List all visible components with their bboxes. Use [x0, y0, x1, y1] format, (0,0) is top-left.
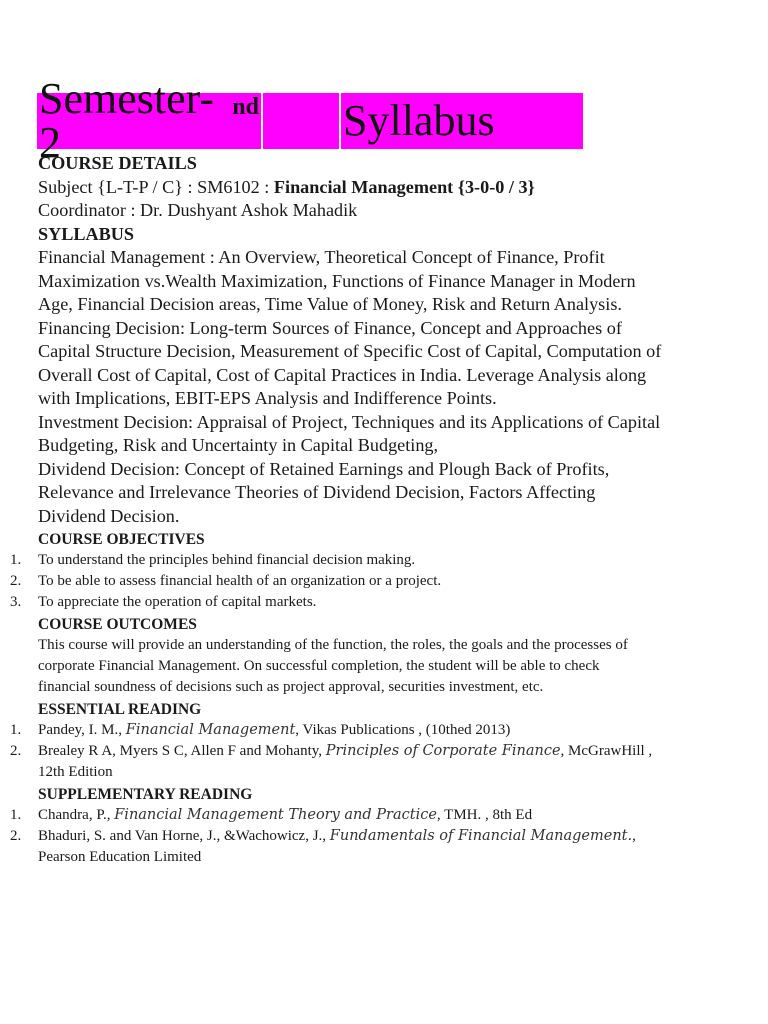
essential-list — [10, 720, 738, 783]
title-superscript: nd — [232, 94, 259, 120]
objective-item — [10, 571, 738, 592]
reference-publisher: , Vikas Publications , (10thed 2013) — [295, 722, 511, 738]
list-number: 1. — [10, 552, 22, 568]
title-semester-text: Semester- 2 — [39, 74, 215, 167]
objectives-heading: COURSE OBJECTIVES — [38, 531, 205, 548]
reference-author: Pandey, I. M., — [38, 722, 126, 738]
reference-title: Principles of Corporate Finance — [325, 743, 561, 759]
objective-text: To be able to assess financial health of an organization or a project. — [38, 573, 442, 589]
objectives-list — [10, 550, 738, 613]
syllabus-line: Age, Financial Decision areas, Time Value of Money, Risk and Return Analysis. — [38, 294, 622, 314]
syllabus-line: Budgeting, Risk and Uncertainty in Capital Budgeting, — [38, 435, 439, 455]
subject-prefix: Subject {L-T-P / C} : SM6102 : — [38, 176, 274, 197]
list-number: 3. — [10, 594, 22, 610]
outcome-line: corporate Financial Management. On successful completion, the student will be able to check — [38, 658, 600, 674]
outcomes-heading: COURSE OUTCOMES — [38, 616, 197, 633]
outcome-line: financial soundness of decisions such as project approval, securities investment, etc. — [38, 679, 544, 695]
syllabus-line: Dividend Decision: Concept of Retained Earnings and Plough Back of Profits, — [38, 458, 610, 479]
supplementary-section — [10, 784, 738, 868]
title-spacer — [263, 93, 339, 149]
syllabus-line: Investment Decision: Appraisal of Project, Techniques and its Applications of Capital — [38, 411, 661, 432]
reference-author: Chandra, P., — [38, 807, 115, 823]
syllabus-line: Dividend Decision. — [38, 505, 180, 526]
syllabus-line: Capital Structure Decision, Measurement of Specific Cost of Capital, Computation of — [38, 341, 662, 361]
objective-item — [10, 550, 738, 571]
objective-item — [10, 592, 738, 613]
essential-heading: ESSENTIAL READING — [38, 701, 202, 718]
reference-title: Financial Management — [125, 722, 296, 738]
reference-title: Fundamentals of Financial Management. — [329, 828, 633, 844]
subject-line — [38, 176, 738, 200]
course-details-heading: COURSE DETAILS — [38, 153, 197, 173]
syllabus-line: with Implications, EBIT-EPS Analysis and Indifference Points. — [38, 388, 497, 408]
reference-publisher: , TMH. , 8th Ed — [436, 807, 533, 823]
reference-item — [10, 720, 738, 741]
syllabus-line: Financing Decision: Long-term Sources of Finance, Concept and Approaches of — [38, 317, 622, 338]
syllabus-line: Relevance and Irrelevance Theories of Dividend Decision, Factors Affecting — [38, 482, 596, 502]
objective-text: To understand the principles behind financial decision making. — [38, 552, 416, 568]
list-number: 2. — [10, 573, 22, 589]
reference-item — [10, 826, 738, 868]
syllabus-line: Maximization vs.Wealth Maximization, Functions of Finance Manager in Modern — [38, 270, 636, 291]
reference-continuation: Pearson Education Limited — [38, 849, 202, 865]
reference-publisher: , — [632, 828, 636, 844]
outcome-line: This course will provide an understanding of the function, the roles, the goals and the processes of — [38, 637, 628, 653]
reference-item — [10, 741, 738, 783]
reference-author: Bhaduri, S. and Van Horne, J., &Wachowicz, J., — [38, 828, 330, 844]
title-syllabus-text: Syllabus — [343, 96, 495, 145]
list-number: 1. — [10, 722, 22, 738]
supplementary-list — [10, 805, 738, 868]
subject-name: Financial Management {3-0-0 / 3} — [273, 176, 535, 197]
syllabus-heading: SYLLABUS — [38, 223, 135, 244]
syllabus-text — [38, 246, 738, 528]
reference-title: Financial Management Theory and Practice — [114, 807, 437, 823]
reference-publisher: , McGrawHill , — [560, 743, 653, 759]
title-syllabus — [341, 93, 583, 149]
reference-item — [10, 805, 738, 826]
syllabus-line: Overall Cost of Capital, Cost of Capital Practices in India. Leverage Analysis along — [38, 364, 647, 385]
outcomes-section — [38, 614, 738, 698]
list-number: 1. — [10, 807, 22, 823]
reference-continuation: 12th Edition — [38, 764, 113, 780]
supplementary-heading: SUPPLEMENTARY READING — [38, 786, 253, 803]
syllabus-line: Financial Management : An Overview, Theoretical Concept of Finance, Profit — [38, 247, 605, 267]
objectives-section — [10, 529, 738, 613]
objective-text: To appreciate the operation of capital markets. — [38, 594, 317, 610]
essential-section — [10, 699, 738, 783]
reference-author: Brealey R A, Myers S C, Allen F and Mohanty, — [38, 743, 326, 759]
list-number: 2. — [10, 743, 22, 759]
list-number: 2. — [10, 828, 22, 844]
document-body — [10, 152, 738, 868]
outcomes-text — [38, 635, 738, 698]
coordinator-line: Coordinator : Dr. Dushyant Ashok Mahadik — [38, 200, 358, 220]
